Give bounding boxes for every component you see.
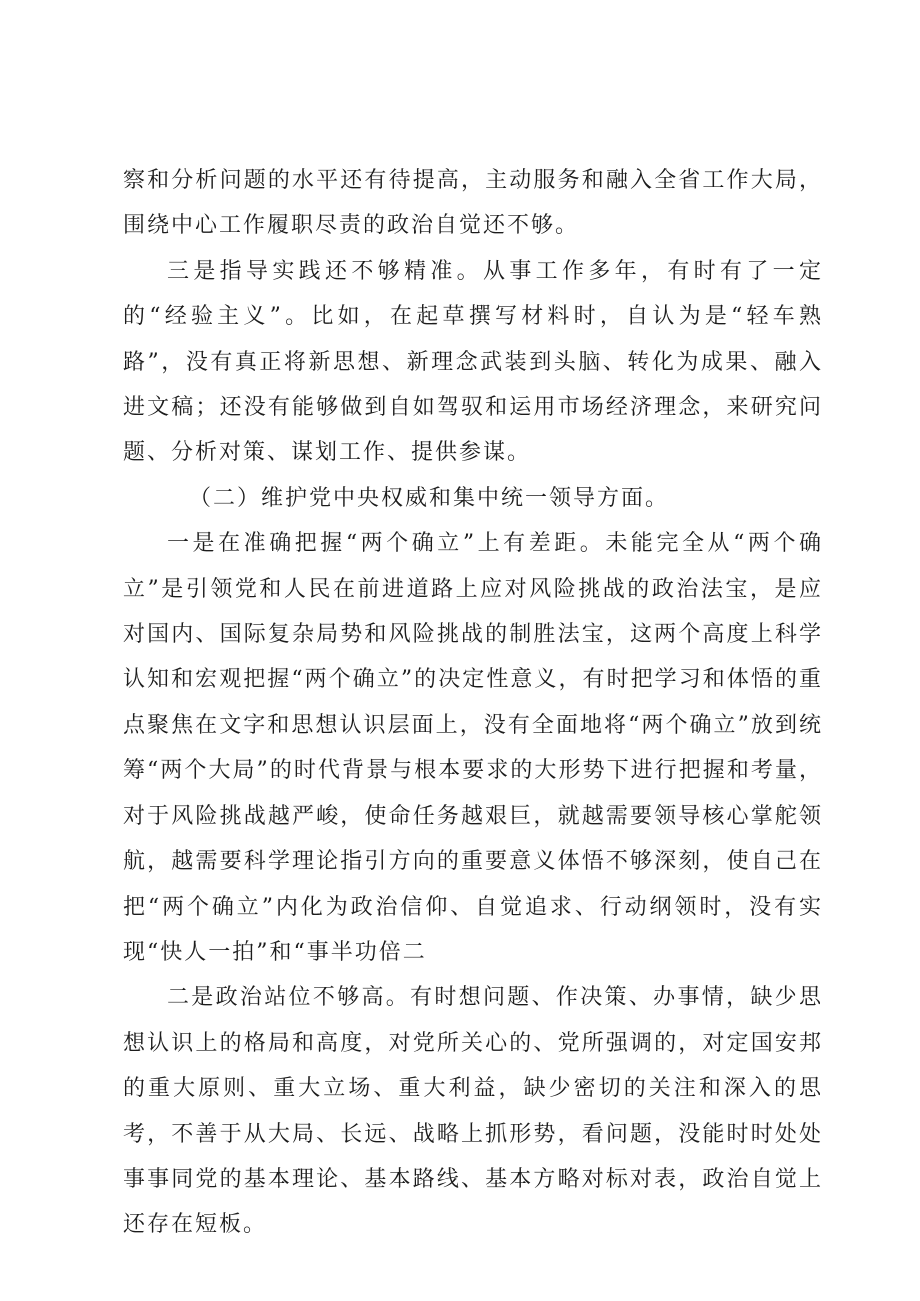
paragraph-continuation: 察和分析问题的水平还有待提高，主动服务和融入全省工作大局，围绕中心工作履职尽责的政治自觉还不够。 — [123, 168, 823, 239]
paragraph-point-two: 二是政治站位不够高。有时想问题、作决策、办事情，缺少思想认识上的格局和高度，对党所关心的、党所强调的，对定国安邦的重大原则、重大立场、重大利益，缺少密切的关注和深入的思考，不善于从大局、长远、战略上抓形势，看问题，没能时时处处事事同党的基本理论、基本路线、基本方略对标对表，政治自觉上还存在短板。 — [123, 985, 823, 1238]
section-heading: （二）维护党中央权威和集中统一领导方面。 — [189, 485, 670, 511]
document-body — [123, 158, 823, 1248]
paragraph-point-one: 一是在准确把握“两个确立”上有差距。未能完全从“两个确立”是引领党和人民在前进道路上应对风险挑战的政治法宝，是应对国内、国际复杂局势和风险挑战的制胜法宝，这两个高度上科学认知和宏观把握“两个确立”的决定性意义，有时把学习和体悟的重点聚焦在文字和思想认识层面上，没有全面地将“两个确立”放到统筹“两个大局”的时代背景与根本要求的大形势下进行把握和考量，对于风险挑战越严峻，使命任务越艰巨，就越需要领导核心掌舵领航，越需要科学理论指引方向的重要意义体悟不够深刻，使自己在把“两个确立”内化为政治信仰、自觉追求、行动纲领时，没有实现“快人一拍”和“事半功倍二 — [123, 531, 823, 965]
paragraph-point-three: 三是指导实践还不够精准。从事工作多年，有时有了一定的“经验主义”。比如，在起草撰写材料时，自认为是“轻车熟路”，没有真正将新思想、新理念武装到头脑、转化为成果、融入进文稿；还没有能够做到自如驾驭和运用市场经济理念，来研究问题、分析对策、谋划工作、提供参谋。 — [123, 258, 823, 466]
